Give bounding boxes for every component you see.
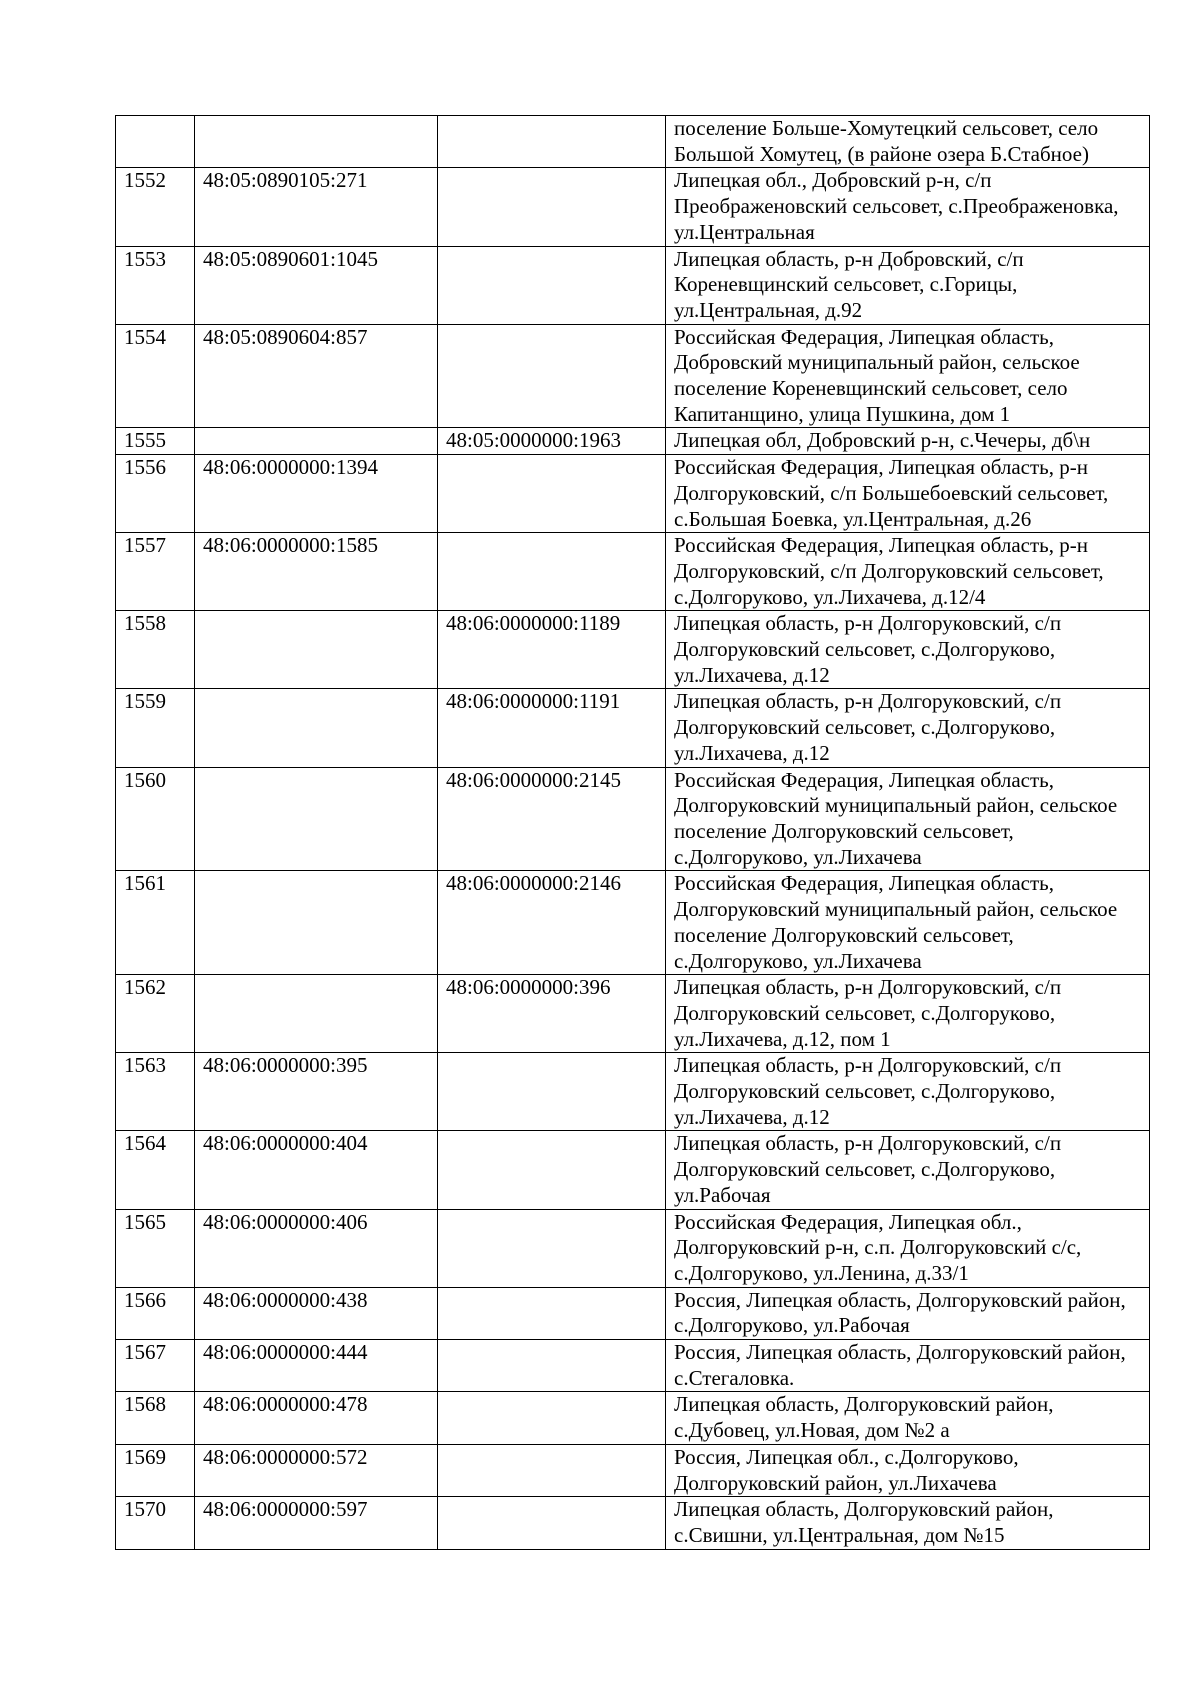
table-row xyxy=(116,428,1150,455)
row-number-cell: 1552 xyxy=(116,168,195,246)
row-number-cell: 1558 xyxy=(116,611,195,689)
address-cell: Российская Федерация, Липецкая область, р-н Долгоруковский, с/п Долгоруковский сельсовет, с.Долгоруково, ул.Лихачева, д.12/4 xyxy=(666,533,1150,611)
table-row xyxy=(116,767,1150,871)
row-number-cell: 1561 xyxy=(116,871,195,975)
row-number-cell: 1560 xyxy=(116,767,195,871)
table-row xyxy=(116,533,1150,611)
cadastral-number-cell xyxy=(195,975,438,1053)
address-cell: Российская Федерация, Липецкая обл., Долгоруковский р-н, с.п. Долгоруковский с/с, с.Долгоруково, ул.Ленина, д.33/1 xyxy=(666,1209,1150,1287)
parent-cadastral-number-cell: 48:06:0000000:2146 xyxy=(438,871,666,975)
address-cell: Липецкая область, Долгоруковский район, с.Дубовец, ул.Новая, дом №2 а xyxy=(666,1392,1150,1444)
address-cell: Липецкая область, р-н Долгоруковский, с/п Долгоруковский сельсовет, с.Долгоруково, ул.Лихачева, д.12 xyxy=(666,689,1150,767)
parent-cadastral-number-cell xyxy=(438,1287,666,1339)
cadastral-number-cell xyxy=(195,871,438,975)
parent-cadastral-number-cell xyxy=(438,1131,666,1209)
cadastral-number-cell: 48:06:0000000:478 xyxy=(195,1392,438,1444)
row-number-cell: 1570 xyxy=(116,1497,195,1549)
parent-cadastral-number-cell xyxy=(438,324,666,428)
table-row xyxy=(116,1209,1150,1287)
cadastral-number-cell: 48:06:0000000:404 xyxy=(195,1131,438,1209)
row-number-cell: 1563 xyxy=(116,1053,195,1131)
cadastral-number-cell xyxy=(195,116,438,168)
parent-cadastral-number-cell xyxy=(438,1392,666,1444)
table-row xyxy=(116,1392,1150,1444)
cadastral-number-cell xyxy=(195,767,438,871)
table-row xyxy=(116,871,1150,975)
row-number-cell: 1559 xyxy=(116,689,195,767)
cadastral-number-cell: 48:06:0000000:438 xyxy=(195,1287,438,1339)
cadastral-registry-table xyxy=(115,115,1150,1550)
row-number-cell: 1553 xyxy=(116,246,195,324)
cadastral-number-cell: 48:06:0000000:572 xyxy=(195,1444,438,1496)
table-row xyxy=(116,689,1150,767)
address-cell: Российская Федерация, Липецкая область, Долгоруковский муниципальный район, сельское поселение Долгоруковский сельсовет, с.Долгоруково, ул.Лихачева xyxy=(666,767,1150,871)
cadastral-number-cell: 48:06:0000000:406 xyxy=(195,1209,438,1287)
parent-cadastral-number-cell: 48:06:0000000:396 xyxy=(438,975,666,1053)
row-number-cell: 1567 xyxy=(116,1340,195,1392)
parent-cadastral-number-cell: 48:06:0000000:1189 xyxy=(438,611,666,689)
address-cell: Липецкая область, р-н Долгоруковский, с/п Долгоруковский сельсовет, с.Долгоруково, ул.Лихачева, д.12 xyxy=(666,1053,1150,1131)
address-cell: Липецкая область, р-н Долгоруковский, с/п Долгоруковский сельсовет, с.Долгоруково, ул.Лихачева, д.12, пом 1 xyxy=(666,975,1150,1053)
address-cell: Липецкая область, Долгоруковский район, с.Свишни, ул.Центральная, дом №15 xyxy=(666,1497,1150,1549)
address-cell: Россия, Липецкая область, Долгоруковский район, с.Долгоруково, ул.Рабочая xyxy=(666,1287,1150,1339)
parent-cadastral-number-cell xyxy=(438,1340,666,1392)
address-cell: Липецкая обл, Добровский р-н, с.Чечеры, дб\н xyxy=(666,428,1150,455)
cadastral-number-cell: 48:06:0000000:597 xyxy=(195,1497,438,1549)
parent-cadastral-number-cell xyxy=(438,1444,666,1496)
cadastral-number-cell: 48:05:0890105:271 xyxy=(195,168,438,246)
address-cell: Россия, Липецкая область, Долгоруковский район, с.Стегаловка. xyxy=(666,1340,1150,1392)
table-row xyxy=(116,168,1150,246)
row-number-cell: 1564 xyxy=(116,1131,195,1209)
row-number-cell: 1568 xyxy=(116,1392,195,1444)
address-cell: Липецкая область, р-н Долгоруковский, с/п Долгоруковский сельсовет, с.Долгоруково, ул.Рабочая xyxy=(666,1131,1150,1209)
cadastral-number-cell: 48:06:0000000:1585 xyxy=(195,533,438,611)
row-number-cell: 1565 xyxy=(116,1209,195,1287)
cadastral-number-cell: 48:06:0000000:1394 xyxy=(195,455,438,533)
parent-cadastral-number-cell xyxy=(438,533,666,611)
address-cell: Россия, Липецкая обл., с.Долгоруково, Долгоруковский район, ул.Лихачева xyxy=(666,1444,1150,1496)
parent-cadastral-number-cell xyxy=(438,1497,666,1549)
row-number-cell: 1566 xyxy=(116,1287,195,1339)
parent-cadastral-number-cell: 48:05:0000000:1963 xyxy=(438,428,666,455)
parent-cadastral-number-cell xyxy=(438,168,666,246)
table-row xyxy=(116,116,1150,168)
table-row xyxy=(116,246,1150,324)
parent-cadastral-number-cell xyxy=(438,246,666,324)
table-row xyxy=(116,324,1150,428)
row-number-cell: 1556 xyxy=(116,455,195,533)
row-number-cell: 1555 xyxy=(116,428,195,455)
row-number-cell: 1554 xyxy=(116,324,195,428)
parent-cadastral-number-cell xyxy=(438,116,666,168)
row-number-cell: 1557 xyxy=(116,533,195,611)
table-row xyxy=(116,611,1150,689)
cadastral-number-cell: 48:05:0890601:1045 xyxy=(195,246,438,324)
parent-cadastral-number-cell xyxy=(438,455,666,533)
address-cell: Липецкая область, р-н Долгоруковский, с/п Долгоруковский сельсовет, с.Долгоруково, ул.Лихачева, д.12 xyxy=(666,611,1150,689)
cadastral-number-cell: 48:05:0890604:857 xyxy=(195,324,438,428)
address-cell: Российская Федерация, Липецкая область, р-н Долгоруковский, с/п Большебоевский сельсовет, с.Большая Боевка, ул.Центральная, д.26 xyxy=(666,455,1150,533)
cadastral-number-cell xyxy=(195,611,438,689)
table-body xyxy=(116,116,1150,1550)
cadastral-number-cell: 48:06:0000000:444 xyxy=(195,1340,438,1392)
parent-cadastral-number-cell xyxy=(438,1053,666,1131)
parent-cadastral-number-cell: 48:06:0000000:1191 xyxy=(438,689,666,767)
table-row xyxy=(116,455,1150,533)
parent-cadastral-number-cell: 48:06:0000000:2145 xyxy=(438,767,666,871)
table-row xyxy=(116,1131,1150,1209)
cadastral-number-cell xyxy=(195,428,438,455)
address-cell: Липецкая обл., Добровский р-н, с/п Преображеновский сельсовет, с.Преображеновка, ул.Центральная xyxy=(666,168,1150,246)
table-row xyxy=(116,1497,1150,1549)
row-number-cell xyxy=(116,116,195,168)
table-row xyxy=(116,1444,1150,1496)
parent-cadastral-number-cell xyxy=(438,1209,666,1287)
address-cell: поселение Больше-Хомутецкий сельсовет, село Большой Хомутец, (в районе озера Б.Стабное) xyxy=(666,116,1150,168)
table-row xyxy=(116,975,1150,1053)
cadastral-number-cell: 48:06:0000000:395 xyxy=(195,1053,438,1131)
table-row xyxy=(116,1287,1150,1339)
address-cell: Российская Федерация, Липецкая область, Добровский муниципальный район, сельское поселение Кореневщинский сельсовет, село Капитанщино, улица Пушкина, дом 1 xyxy=(666,324,1150,428)
row-number-cell: 1569 xyxy=(116,1444,195,1496)
address-cell: Российская Федерация, Липецкая область, Долгоруковский муниципальный район, сельское поселение Долгоруковский сельсовет, с.Долгоруково, ул.Лихачева xyxy=(666,871,1150,975)
row-number-cell: 1562 xyxy=(116,975,195,1053)
address-cell: Липецкая область, р-н Добровский, с/п Кореневщинский сельсовет, с.Горицы, ул.Центральная, д.92 xyxy=(666,246,1150,324)
cadastral-number-cell xyxy=(195,689,438,767)
table-row xyxy=(116,1340,1150,1392)
table-row xyxy=(116,1053,1150,1131)
